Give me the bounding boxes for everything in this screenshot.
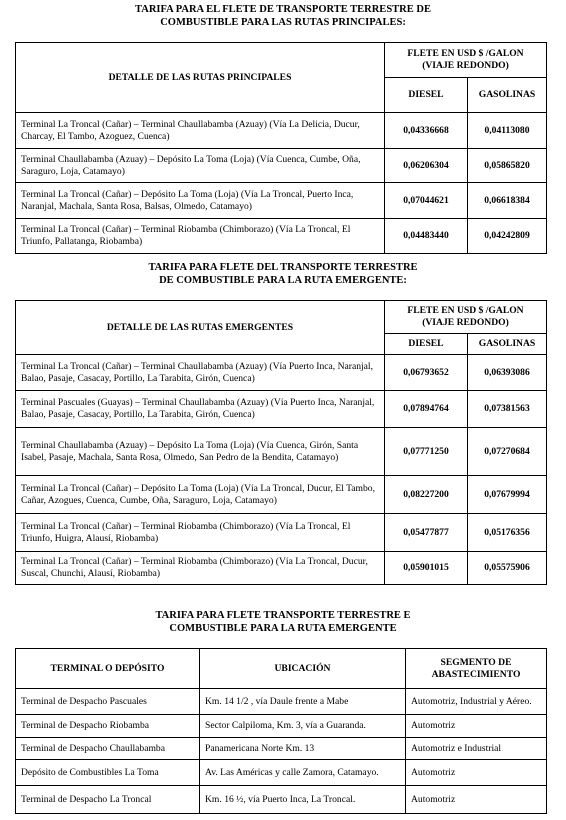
col-flete-header: FLETE EN USD $ /GALON (VIAJE REDONDO) [385, 301, 547, 334]
diesel-value: 0,05477877 [385, 514, 468, 552]
col-detail-header: DETALLE DE LAS RUTAS PRINCIPALES [16, 43, 385, 113]
gasolinas-value: 0,04242809 [468, 219, 547, 254]
route-description: Terminal Chaullabamba (Azuay) – Depósito La Toma (Loja) (Vía Cuenca, Girón, Santa Isabel, Pasaje, Machala, Santa Rosa, Olmedo, San Pedro de la Bendita, Catamayo) [16, 428, 385, 476]
table-row [16, 183, 547, 219]
supply-segment: Automotriz [406, 760, 547, 786]
supply-segment: Automotriz, Industrial y Aéreo. [406, 689, 547, 715]
route-description: Terminal Chaullabamba (Azuay) – Depósito La Toma (Loja) (Vía Cuenca, Cumbe, Oña, Saraguro, Loja, Catamayo) [16, 149, 385, 183]
gasolinas-value: 0,04113080 [468, 113, 547, 149]
col-gasolinas-header: GASOLINAS [468, 78, 547, 113]
col-diesel-header: DIESEL [385, 334, 468, 355]
diesel-value: 0,07894764 [385, 391, 468, 428]
gasolinas-value: 0,05176356 [468, 514, 547, 552]
gasolinas-value: 0,06393086 [468, 355, 547, 391]
diesel-value: 0,07771250 [385, 428, 468, 476]
table-row [16, 738, 547, 760]
supply-segment: Automotriz [406, 786, 547, 814]
gasolinas-value: 0,05575906 [468, 552, 547, 585]
table-row [16, 476, 547, 514]
table-row [16, 715, 547, 738]
table-row [16, 786, 547, 814]
diesel-value: 0,07044621 [385, 183, 468, 219]
section3-title: TARIFA PARA FLETE TRANSPORTE TERRESTRE E COMBUSTIBLE PARA LA RUTA EMERGENTE [155, 610, 411, 634]
col-gasolinas-header: GASOLINAS [468, 334, 547, 355]
diesel-value: 0,05901015 [385, 552, 468, 585]
terminal-name: Terminal de Despacho La Troncal [16, 786, 200, 814]
route-description: Terminal La Troncal (Cañar) – Terminal Chaullabamba (Azuay) (Vía Puerto Inca, Naranjal, Balao, Pasaje, Casacay, Portillo, La Tarabita, Girón, Cuenca) [16, 355, 385, 391]
col-detail-header: DETALLE DE LAS RUTAS EMERGENTES [16, 301, 385, 355]
gasolinas-value: 0,07270684 [468, 428, 547, 476]
diesel-value: 0,04336668 [385, 113, 468, 149]
terminals-table [15, 648, 547, 814]
diesel-value: 0,06206304 [385, 149, 468, 183]
route-description: Terminal La Troncal (Cañar) – Depósito La Toma (Loja) (Vía La Troncal, Ducur, El Tambo, Cañar, Azogues, Cuenca, Cumbe, Oña, Saraguro, Loja, Catamayo) [16, 476, 385, 514]
col-ubicacion-header: UBICACIÓN [200, 649, 406, 689]
terminal-location: Km. 16 ½, vía Puerto Inca, La Troncal. [200, 786, 406, 814]
table-row [16, 514, 547, 552]
route-description: Terminal La Troncal (Cañar) – Terminal Chaullabamba (Azuay) (Vía La Delicia, Ducur, Charcay, El Tambo, Azoguez, Cuenca) [16, 113, 385, 149]
route-description: Terminal La Troncal (Cañar) – Terminal Riobamba (Chimborazo) (Vía La Troncal, El Triunfo, Huigra, Alausí, Riobamba) [16, 514, 385, 552]
table-row [16, 428, 547, 476]
table-row [16, 355, 547, 391]
terminal-name: Terminal de Despacho Chaullabamba [16, 738, 200, 760]
terminal-location: Av. Las Américas y calle Zamora, Catamayo. [200, 760, 406, 786]
supply-segment: Automotriz e Industrial [406, 738, 547, 760]
gasolinas-value: 0,07679994 [468, 476, 547, 514]
terminal-location: Sector Calpiloma, Km. 3, vía a Guaranda. [200, 715, 406, 738]
terminal-location: Panamericana Norte Km. 13 [200, 738, 406, 760]
col-segmento-header: SEGMENTO DE ABASTECIMIENTO [406, 649, 547, 689]
table-row [16, 760, 547, 786]
emergent-routes-table [15, 300, 547, 585]
terminal-name: Depósito de Combustibles La Toma [16, 760, 200, 786]
table-row [16, 391, 547, 428]
route-description: Terminal La Troncal (Cañar) – Terminal Riobamba (Chimborazo) (Vía La Troncal, El Triunfo, Pallatanga, Riobamba) [16, 219, 385, 254]
supply-segment: Automotriz [406, 715, 547, 738]
gasolinas-value: 0,07381563 [468, 391, 547, 428]
col-flete-header: FLETE EN USD $ /GALON (VIAJE REDONDO) [385, 43, 547, 78]
route-description: Terminal La Troncal (Cañar) – Terminal Riobamba (Chimborazo) (Vía La Troncal, Ducur, Suscal, Chunchi, Alausí, Riobamba) [16, 552, 385, 585]
col-terminal-header: TERMINAL O DEPÓSITO [16, 649, 200, 689]
col-diesel-header: DIESEL [385, 78, 468, 113]
gasolinas-value: 0,05865820 [468, 149, 547, 183]
terminal-name: Terminal de Despacho Riobamba [16, 715, 200, 738]
principal-routes-table [15, 42, 547, 254]
terminal-location: Km. 14 1/2 , vía Daule frente a Mabe [200, 689, 406, 715]
section2-title: TARIFA PARA FLETE DEL TRANSPORTE TERRESTRE DE COMBUSTIBLE PARA LA RUTA EMERGENTE: [148, 262, 418, 286]
table-row [16, 689, 547, 715]
table-row [16, 219, 547, 254]
terminal-name: Terminal de Despacho Pascuales [16, 689, 200, 715]
route-description: Terminal Pascuales (Guayas) – Terminal Chaullabamba (Azuay) (Vía Puerto Inca, Naranjal, Balao, Pasaje, Casacay, Portillo, La Tarabita, Girón, Cuenca) [16, 391, 385, 428]
gasolinas-value: 0,06618384 [468, 183, 547, 219]
table-row [16, 113, 547, 149]
route-description: Terminal La Troncal (Cañar) – Depósito La Toma (Loja) (Vía La Troncal, Puerto Inca, Naranjal, Machala, Santa Rosa, Balsas, Olmedo, Catamayo) [16, 183, 385, 219]
diesel-value: 0,06793652 [385, 355, 468, 391]
diesel-value: 0,08227200 [385, 476, 468, 514]
diesel-value: 0,04483440 [385, 219, 468, 254]
section1-title: TARIFA PARA EL FLETE DE TRANSPORTE TERRESTRE DE COMBUSTIBLE PARA LAS RUTAS PRINCIPALES: [135, 4, 431, 28]
table-row [16, 149, 547, 183]
table-row [16, 552, 547, 585]
